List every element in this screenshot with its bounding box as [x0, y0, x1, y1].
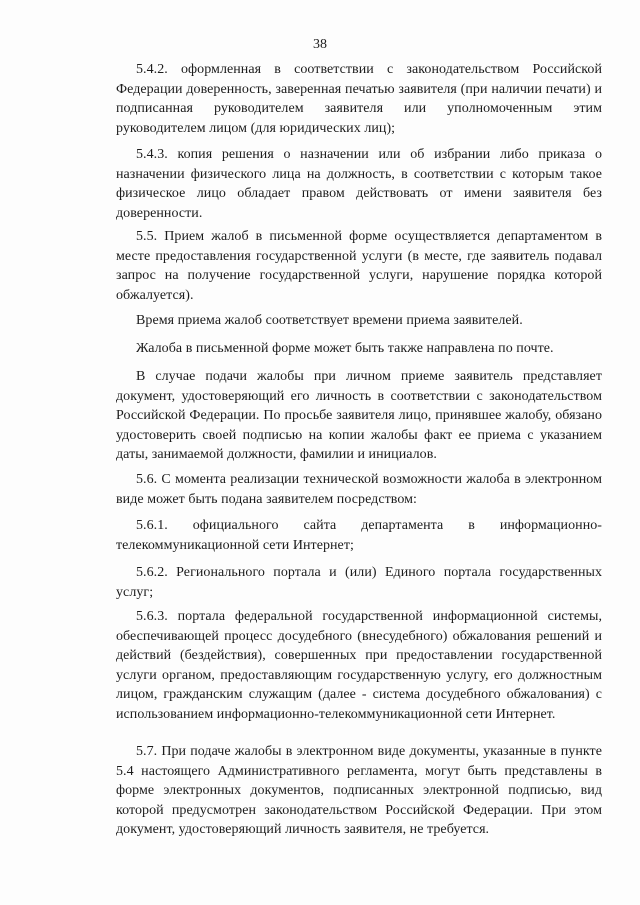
paragraph-5-7: 5.7. При подаче жалобы в электронном виде документы, указанные в пункте 5.4 настоящего Административного регламента, могут быть представлены в форме электронных документов, подписанных электронной подписью, вид которой предусмотрен законодательством Российской Федерации. При этом документ, удостоверяющий личность заявителя, не требуется. — [116, 744, 602, 837]
paragraph-5-6: 5.6. С момента реализации технической возможности жалоба в электронном виде может быть подана заявителем посредством: — [116, 472, 602, 507]
paragraph-5-5: 5.5. Прием жалоб в письменной форме осуществляется департаментом в месте предоставления государственной услуги (в месте, где заявитель подавал запрос на получение государственной услуги, нарушение порядка которой обжалуется). — [116, 229, 602, 303]
paragraph-personal-reception: В случае подачи жалобы при личном приеме заявитель представляет документ, удостоверяющий его личность в соответствии с законодательством Российской Федерации. По просьбе заявителя лицо, принявшее жалобу, обязано удостоверить своей подписью на копии жалобы факт ее приема с указанием даты, занимаемой должности, фамилии и инициалов. — [116, 369, 602, 462]
paragraph-reception-time: Время приема жалоб соответствует времени приема заявителей. — [136, 313, 523, 328]
paragraph-5-4-2: 5.4.2. оформленная в соответствии с законодательством Российской Федерации доверенность, заверенная печатью заявителя (при наличии печати) и подписанная руководителем заявителя или уполномоченным этим руководителем лицом (для юридических лиц); — [116, 62, 602, 136]
paragraph-5-6-1: 5.6.1. официального сайта департамента в информационно-телекоммуникационной сети Интернет; — [116, 518, 602, 553]
page-number: 38 — [313, 37, 327, 52]
paragraph-5-6-3: 5.6.3. портала федеральной государственной информационной системы, обеспечивающей процесс досудебного (внесудебного) обжалования решений и действий (бездействия), совершенных при предоставлении государственной услуги органом, предоставляющим государственную услугу, его должностным лицом, гражданским служащим (далее - система досудебного обжалования) с использованием информационно-телекоммуникационной сети Интернет. — [116, 609, 602, 722]
paragraph-by-mail: Жалоба в письменной форме может быть также направлена по почте. — [136, 341, 554, 356]
paragraph-5-4-3: 5.4.3. копия решения о назначении или об избрании либо приказа о назначении физического лица на должность, в соответствии с которым такое физическое лицо обладает правом действовать от имени заявителя без доверенности. — [116, 147, 602, 221]
paragraph-5-6-2: 5.6.2. Регионального портала и (или) Единого портала государственных услуг; — [116, 565, 602, 600]
